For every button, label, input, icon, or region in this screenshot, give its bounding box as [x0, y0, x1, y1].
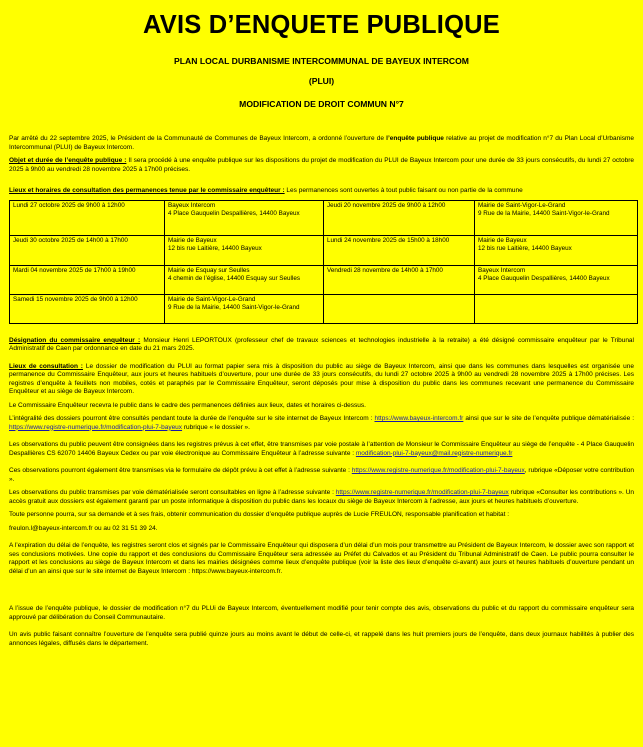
- observations-online-paragraph: Les observations du public transmises par voie dématérialisée seront consultables en ligne à l’adresse suivante : https://www.registre-numerique.fr/modification-plui-7-bayeux rubrique «Consulter les contributions ». Un accès gratuit aux dossiers est également garanti par un poste informatique à disposition du public dans les locaux du siège de Bayeux Intercom à l’adresse, aux jours et heures habituels d’ouverture.: [9, 489, 635, 505]
- observations-postal-paragraph: Les observations du public peuvent être consignées dans les registres prévus à cet effet, être transmises par voie postale à l’attention de Monsieur le Commissaire Enquêteur au siège de l’enquête - 4 Place Gauquelin Despallières CS 62070 14406 Bayeux Cedex ou par voie électronique au Commissaire Enquêteur à l’adresse suivante : modification-plui-7-bayeux@mail.registre-numerique.fr: [9, 441, 634, 457]
- table-row: [10, 265, 638, 294]
- table-row: [10, 294, 638, 323]
- designation-paragraph: Désignation du commissaire enquêteur : Monsieur Henri LEPORTOUX (professeur chef de travaux sciences et technologies industrielle à la retraite) a été désigné commissaire enquêteur par le Tribunal Administratif de Caen par ordonnance en date du 21 mars 2025.: [9, 336, 634, 352]
- permanence-date: Lundi 27 octobre 2025 de 9h00 à 12h00: [10, 200, 165, 235]
- lieux-paragraph: Lieux et horaires de consultation des permanences tenue par le commissaire enquêteur : Les permanences sont ouvertes à tout public faisant ou non partie de la commune: [9, 187, 523, 194]
- communication-paragraph: Toute personne pourra, sur sa demande et à ses frais, obtenir communication du dossier d’enquête publique auprès de Lucie FREULON, responsable planification et habitat :: [9, 511, 510, 518]
- permanence-date: Lundi 24 novembre 2025 de 15h00 à 18h00: [324, 235, 475, 265]
- avis-paragraph: Un avis public faisant connaître l’ouverture de l’enquête sera publié quinze jours au moins avant le début de celle-ci, et rappelé dans les huit premiers jours de l’enquête, dans deux journaux habilités à publier des annonces légales, diffusés dans le département.: [9, 631, 634, 647]
- permanence-place: Bayeux Intercom 4 Place Gauquelin Despallières, 14400 Bayeux: [165, 200, 324, 235]
- intro-paragraph: Par arrêté du 22 septembre 2025, le Président de la Communauté de Communes de Bayeux Intercom, a ordonné l’ouverture de l’enquête publique relative au projet de modification n°7 du Plan Local d’Urbanisme Intercommunal (PLUI) de Bayeux Intercom.: [9, 135, 635, 151]
- modification-subtitle: MODIFICATION DE DROIT COMMUN N°7: [239, 99, 404, 109]
- registre-numerique-link[interactable]: https://www.registre-numerique.fr/modification-plui-7-bayeux: [9, 423, 183, 431]
- expiration-paragraph: A l’expiration du délai de l’enquête, les registres seront clos et signés par le Commissaire Enquêteur qui disposera d’un délai d’un mois pour transmettre au Président de Bayeux Intercom, le dossier avec son rapport et ses conclusions motivées. Une copie du rapport et des conclusions du Commissaire Enquêteur sera adressée au Préfet du Calvados et au Président du Tribunal Administratif de Caen. Le public pourra consulter le rapport et les conclusions au siège de Bayeux Intercom et dans les mairies désignées comme lieux d’enquête publique (voir la liste des lieux d’enquête ci-avant) aux jours et heures habituels d’ouverture pendant un délai d’un an ainsi que sur le site internet de Bayeux Intercom : https://www.bayeux-intercom.fr.: [9, 542, 634, 575]
- empty-cell: [324, 294, 475, 323]
- contributions-link[interactable]: https://www.registre-numerique.fr/modification-plui-7-bayeux: [335, 489, 509, 496]
- permanence-place: Bayeux Intercom 4 Place Gauquelin Despallières, 14400 Bayeux: [475, 265, 638, 294]
- permanence-place: Mairie de Bayeux 12 bis rue Laitière, 14400 Bayeux: [475, 235, 638, 265]
- designation-heading: Désignation du commissaire enquêteur :: [9, 336, 141, 344]
- contact-line: freulon.l@bayeux-intercom.fr ou au 02 31 51 39 24.: [9, 524, 158, 532]
- permanence-date: Jeudi 20 novembre 2025 de 9h00 à 12h00: [324, 200, 475, 235]
- permanence-date: Vendredi 28 novembre de 14h00 à 17h00: [324, 265, 475, 294]
- recevra-paragraph: Le Commissaire Enquêteur recevra le public dans le cadre des permanences définies aux lieux, dates et horaires ci-dessus.: [9, 401, 366, 409]
- consultation-heading: Lieux de consultation :: [9, 362, 83, 370]
- consultation-paragraph: Lieux de consultation : Le dossier de modification du PLUI au format papier sera mis à disposition du public au siège de Bayeux Intercom, ainsi que dans les communes dans lesquelles est organisée une permanence du Commissaire Enquêteur, aux jours et heures habituels d’ouverture, pour une durée de 33 jours consécutifs, du lundi 27 octobre 2025 à 9h00 au vendredi 28 novembre 2025 à 17h00 précises. Les registres d’enquête à feuillets non mobiles, cotés et paraphés par le Commissaire Enquêteur, seront déposés pour mise à disposition du public dans les communes recevant une permanence du Commissaire Enquêteur et au siège de Bayeux Intercom.: [9, 362, 634, 395]
- observations-form-paragraph: Ces observations pourront également être transmises via le formulaire de dépôt prévu à cet effet à l’adresse suivante : https://www.registre-numerique.fr/modification-plui-7-bayeux, rubrique «Déposer votre contribution ».: [9, 467, 634, 483]
- plui-subtitle: (PLUI): [308, 76, 335, 86]
- deposit-form-link[interactable]: https://www.registre-numerique.fr/modification-plui-7-bayeux: [351, 467, 525, 474]
- integralite-paragraph: L’intégralité des dossiers pourront être consultés pendant toute la durée de l’enquête sur le site internet de Bayeux Intercom : https://www.bayeux-intercom.fr ainsi que sur le site de l’enquête publique dématérialisée : https://www.registre-numerique.fr/modification-plui-7-bayeux rubrique « le dossier ».: [9, 415, 634, 431]
- table-row: [10, 200, 638, 235]
- notice-title: AVIS D’ENQUETE PUBLIQUE: [143, 11, 500, 39]
- permanence-place: Mairie de Bayeux 12 bis rue Laitière, 14400 Bayeux: [165, 235, 324, 265]
- table-row: [10, 235, 638, 265]
- permanence-date: Jeudi 30 octobre 2025 de 14h00 à 17h00: [10, 235, 165, 265]
- permanence-place: Mairie de Saint-Vigor-Le-Grand 9 Rue de la Mairie, 14400 Saint-Vigor-le-Grand: [165, 294, 324, 323]
- empty-cell: [475, 294, 638, 323]
- permanence-place: Mairie de Saint-Vigor-Le-Grand 9 Rue de la Mairie, 14400 Saint-Vigor-le-Grand: [475, 200, 638, 235]
- issue-paragraph: A l’issue de l’enquête publique, le dossier de modification n°7 du PLUi de Bayeux Intercom, éventuellement modifié pour tenir compte des avis, observations du public et du rapport du commissaire enquêteur sera approuvé par délibération du Conseil Communautaire.: [9, 605, 634, 621]
- bayeux-intercom-link[interactable]: https://www.bayeux-intercom.fr: [374, 415, 464, 422]
- permanences-table: [9, 200, 638, 324]
- permanence-date: Mardi 04 novembre 2025 de 17h00 à 19h00: [10, 265, 165, 294]
- registre-email-link[interactable]: modification-plui-7-bayeux@mail.registre-numerique.fr: [355, 449, 513, 457]
- lieux-heading: Lieux et horaires de consultation des permanences tenue par le commissaire enquêteur :: [9, 187, 285, 194]
- permanence-place: Mairie de Esquay sur Seulles 4 chemin de l’église, 14400 Esquay sur Seulles: [165, 265, 324, 294]
- objet-heading: Objet et durée de l’enquête publique :: [9, 157, 127, 164]
- plan-subtitle: PLAN LOCAL DURBANISME INTERCOMMUNAL DE BAYEUX INTERCOM: [174, 56, 469, 66]
- objet-paragraph: Objet et durée de l’enquête publique : Il sera procédé à une enquête publique sur les dispositions du projet de modification du PLUI de Bayeux Intercom pour une durée de 33 jours consécutifs, du lundi 27 octobre 2025 à 9h00 au vendredi 28 novembre 2025 à 17h00 précises.: [9, 157, 634, 173]
- permanence-date: Samedi 15 novembre 2025 de 9h00 à 12h00: [10, 294, 165, 323]
